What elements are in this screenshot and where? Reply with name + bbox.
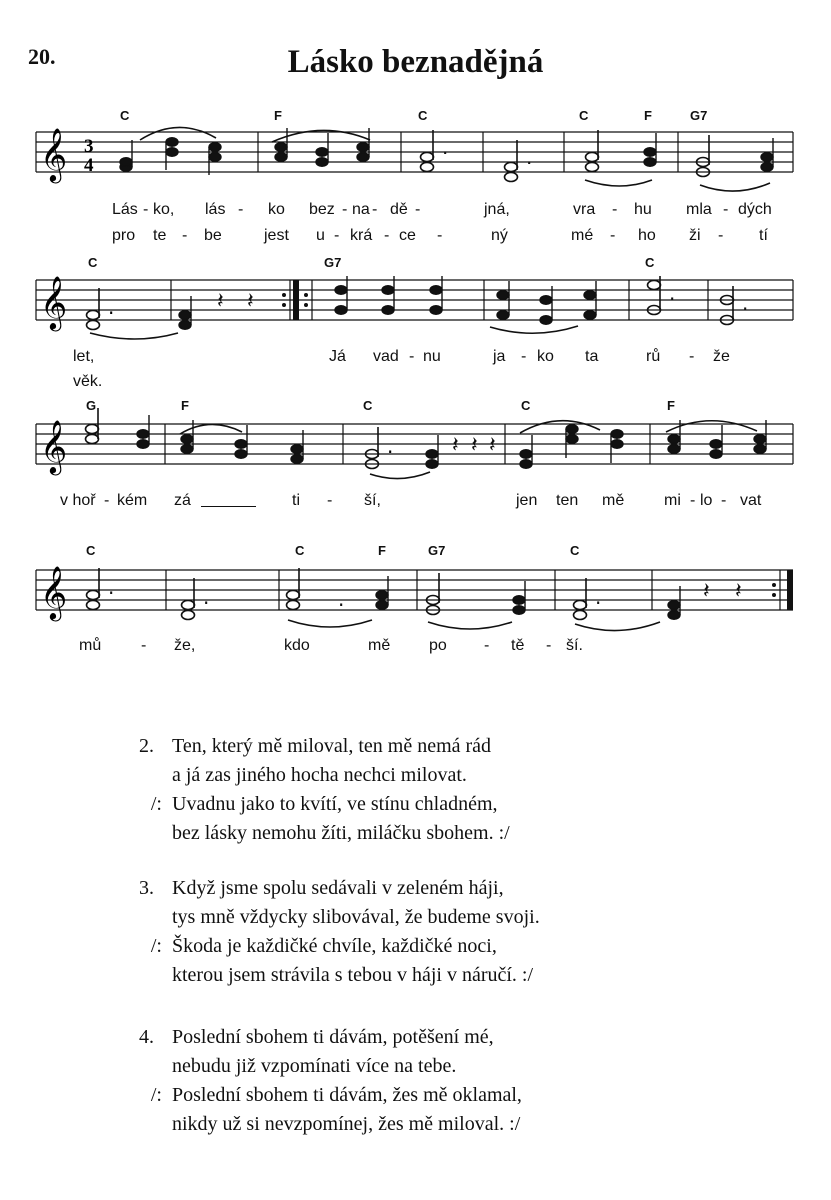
song-title: Lásko beznadějná bbox=[287, 44, 544, 80]
svg-text:𝄽: 𝄽 bbox=[735, 579, 742, 604]
chord: G bbox=[86, 398, 97, 413]
hyphen: - bbox=[141, 637, 147, 654]
svg-text:·: · bbox=[338, 593, 345, 617]
chord: C bbox=[120, 108, 130, 123]
chord: C bbox=[363, 398, 373, 413]
syllable: krá bbox=[350, 227, 373, 244]
syllable: lo bbox=[700, 492, 713, 509]
hyphen: - bbox=[342, 201, 348, 218]
syllable: Já bbox=[329, 348, 346, 365]
syllable: věk. bbox=[73, 373, 103, 390]
time-signature: 4 bbox=[84, 155, 94, 176]
chord: C bbox=[570, 543, 580, 558]
final-repeat-barline bbox=[787, 570, 793, 610]
syllable: mé bbox=[571, 227, 594, 244]
verse-line: Škoda je každičké chvíle, každičké noci, bbox=[172, 935, 497, 957]
hyphen: - bbox=[718, 227, 724, 244]
syllable: te bbox=[153, 227, 167, 244]
hyphen: - bbox=[327, 492, 333, 509]
verse-line: bez lásky nemohu žíti, miláčku sbohem. :/ bbox=[172, 822, 510, 844]
treble-clef-icon: 𝄞 bbox=[40, 275, 68, 329]
syllable: u bbox=[316, 227, 325, 244]
svg-text:·: · bbox=[108, 581, 115, 605]
hyphen: - bbox=[143, 201, 149, 218]
syllable: dých bbox=[738, 201, 772, 218]
chord: F bbox=[181, 398, 189, 413]
verse-number: 3. bbox=[139, 877, 154, 899]
syllable: kém bbox=[117, 492, 148, 509]
treble-clef-icon: 𝄞 bbox=[40, 565, 68, 619]
hyphen: - bbox=[689, 348, 695, 365]
svg-text:𝄽: 𝄽 bbox=[247, 289, 254, 314]
hyphen: - bbox=[372, 201, 378, 218]
hyphen: - bbox=[415, 201, 421, 218]
syllable: že bbox=[713, 348, 730, 365]
chord: C bbox=[579, 108, 589, 123]
hyphen: - bbox=[723, 201, 729, 218]
syllable: ko, bbox=[153, 201, 175, 218]
syllable: jest bbox=[264, 227, 289, 244]
repeat-barline bbox=[293, 280, 299, 320]
hyphen: - bbox=[521, 348, 527, 365]
svg-text:𝄽: 𝄽 bbox=[703, 579, 710, 604]
chord: G7 bbox=[690, 108, 708, 123]
syllable: jen bbox=[516, 492, 538, 509]
svg-text:𝄽: 𝄽 bbox=[452, 433, 459, 458]
repeat-mark: /: bbox=[150, 1084, 162, 1106]
syllable: v hoř bbox=[60, 492, 96, 509]
syllable: ší. bbox=[566, 637, 583, 654]
melisma-line bbox=[201, 506, 256, 507]
svg-text:·: · bbox=[108, 301, 115, 325]
chord: C bbox=[418, 108, 428, 123]
hyphen: - bbox=[612, 201, 618, 218]
syllable: jná, bbox=[484, 201, 510, 218]
hyphen: - bbox=[484, 637, 490, 654]
chord: C bbox=[88, 255, 98, 270]
syllable: bez bbox=[309, 201, 335, 218]
chord: C bbox=[521, 398, 531, 413]
syllable: nu bbox=[423, 348, 441, 365]
syllable: ko bbox=[268, 201, 285, 218]
syllable: mě bbox=[368, 637, 391, 654]
hyphen: - bbox=[437, 227, 443, 244]
syllable: ta bbox=[585, 348, 599, 365]
syllable: lás bbox=[205, 201, 226, 218]
svg-text:·: · bbox=[203, 591, 210, 615]
chord: C bbox=[295, 543, 305, 558]
syllable: Lás bbox=[112, 201, 138, 218]
hyphen: - bbox=[104, 492, 110, 509]
syllable: mi bbox=[664, 492, 681, 509]
repeat-mark: /: bbox=[150, 793, 162, 815]
hyphen: - bbox=[238, 201, 244, 218]
syllable: ší, bbox=[364, 492, 381, 509]
chord: C bbox=[645, 255, 655, 270]
chord: F bbox=[644, 108, 652, 123]
verse-line: nikdy už si nevzpomínej, žes mě miloval. :/ bbox=[172, 1113, 521, 1135]
verse-line: Ten, který mě miloval, ten mě nemá rád bbox=[172, 735, 492, 757]
hyphen: - bbox=[610, 227, 616, 244]
svg-text:·: · bbox=[742, 297, 749, 321]
syllable: mů bbox=[79, 637, 102, 654]
syllable: na bbox=[352, 201, 370, 218]
chord: F bbox=[667, 398, 675, 413]
chord: G7 bbox=[324, 255, 342, 270]
hyphen: - bbox=[334, 227, 340, 244]
treble-clef-icon: 𝄞 bbox=[40, 127, 68, 181]
syllable: ce bbox=[399, 227, 416, 244]
verse-number: 4. bbox=[139, 1026, 154, 1048]
syllable: mě bbox=[602, 492, 625, 509]
syllable: dě bbox=[390, 201, 408, 218]
syllable: kdo bbox=[284, 637, 310, 654]
svg-text:𝄽: 𝄽 bbox=[471, 433, 478, 458]
syllable: ti bbox=[292, 492, 300, 509]
syllable: rů bbox=[646, 348, 661, 365]
hyphen: - bbox=[721, 492, 727, 509]
syllable: ten bbox=[556, 492, 579, 509]
syllable: zá bbox=[174, 492, 191, 509]
svg-text:·: · bbox=[669, 287, 676, 311]
staff-2 bbox=[0, 265, 831, 335]
verse-line: Poslední sbohem ti dávám, potěšení mé, bbox=[172, 1026, 494, 1048]
syllable: mla bbox=[686, 201, 712, 218]
staff-3 bbox=[0, 410, 831, 485]
chord: F bbox=[274, 108, 282, 123]
syllable: pro bbox=[112, 227, 136, 244]
repeat-mark: /: bbox=[150, 935, 162, 957]
svg-text:𝄽: 𝄽 bbox=[489, 433, 496, 458]
syllable: vat bbox=[740, 492, 762, 509]
syllable: ko bbox=[537, 348, 554, 365]
syllable: ný bbox=[491, 227, 508, 244]
treble-clef-icon: 𝄞 bbox=[40, 419, 68, 473]
syllable: let, bbox=[73, 348, 95, 365]
syllable: be bbox=[204, 227, 222, 244]
hyphen: - bbox=[546, 637, 552, 654]
verse-line: kterou jsem strávila s tebou v háji v náručí. :/ bbox=[172, 964, 534, 986]
syllable: tí bbox=[759, 227, 768, 244]
chord: G7 bbox=[428, 543, 446, 558]
song-number: 20. bbox=[28, 44, 56, 69]
chord: C bbox=[86, 543, 96, 558]
verse-line: nebudu již vzpomínati více na tebe. bbox=[172, 1055, 457, 1077]
verse-number: 2. bbox=[139, 735, 154, 757]
syllable: vra bbox=[573, 201, 596, 218]
svg-text:·: · bbox=[595, 591, 602, 615]
verse-line: Když jsme spolu sedávali v zeleném háji, bbox=[172, 877, 504, 899]
svg-text:𝄽: 𝄽 bbox=[217, 289, 224, 314]
verse-line: a já zas jiného hocha nechci milovat. bbox=[172, 764, 467, 786]
svg-text:·: · bbox=[387, 440, 394, 464]
hyphen: - bbox=[182, 227, 188, 244]
syllable: hu bbox=[634, 201, 652, 218]
syllable: po bbox=[429, 637, 447, 654]
hyphen: - bbox=[409, 348, 415, 365]
syllable: že, bbox=[174, 637, 196, 654]
staff-4 bbox=[0, 555, 831, 635]
time-signature: 3 bbox=[84, 136, 94, 157]
verse-line: Uvadnu jako to kvítí, ve stínu chladném, bbox=[172, 793, 498, 815]
svg-text:·: · bbox=[442, 141, 449, 165]
syllable: vad bbox=[373, 348, 399, 365]
syllable: ho bbox=[638, 227, 656, 244]
verse-line: tys mně vždycky slibovával, že budeme svoji. bbox=[172, 906, 540, 928]
chord: F bbox=[378, 543, 386, 558]
syllable: tě bbox=[511, 637, 525, 654]
hyphen: - bbox=[384, 227, 390, 244]
svg-text:·: · bbox=[526, 151, 533, 175]
verse-line: Poslední sbohem ti dávám, žes mě oklamal, bbox=[172, 1084, 522, 1106]
syllable: ži bbox=[689, 227, 701, 244]
hyphen: - bbox=[690, 492, 696, 509]
staff-1 bbox=[0, 120, 831, 200]
syllable: ja bbox=[493, 348, 506, 365]
